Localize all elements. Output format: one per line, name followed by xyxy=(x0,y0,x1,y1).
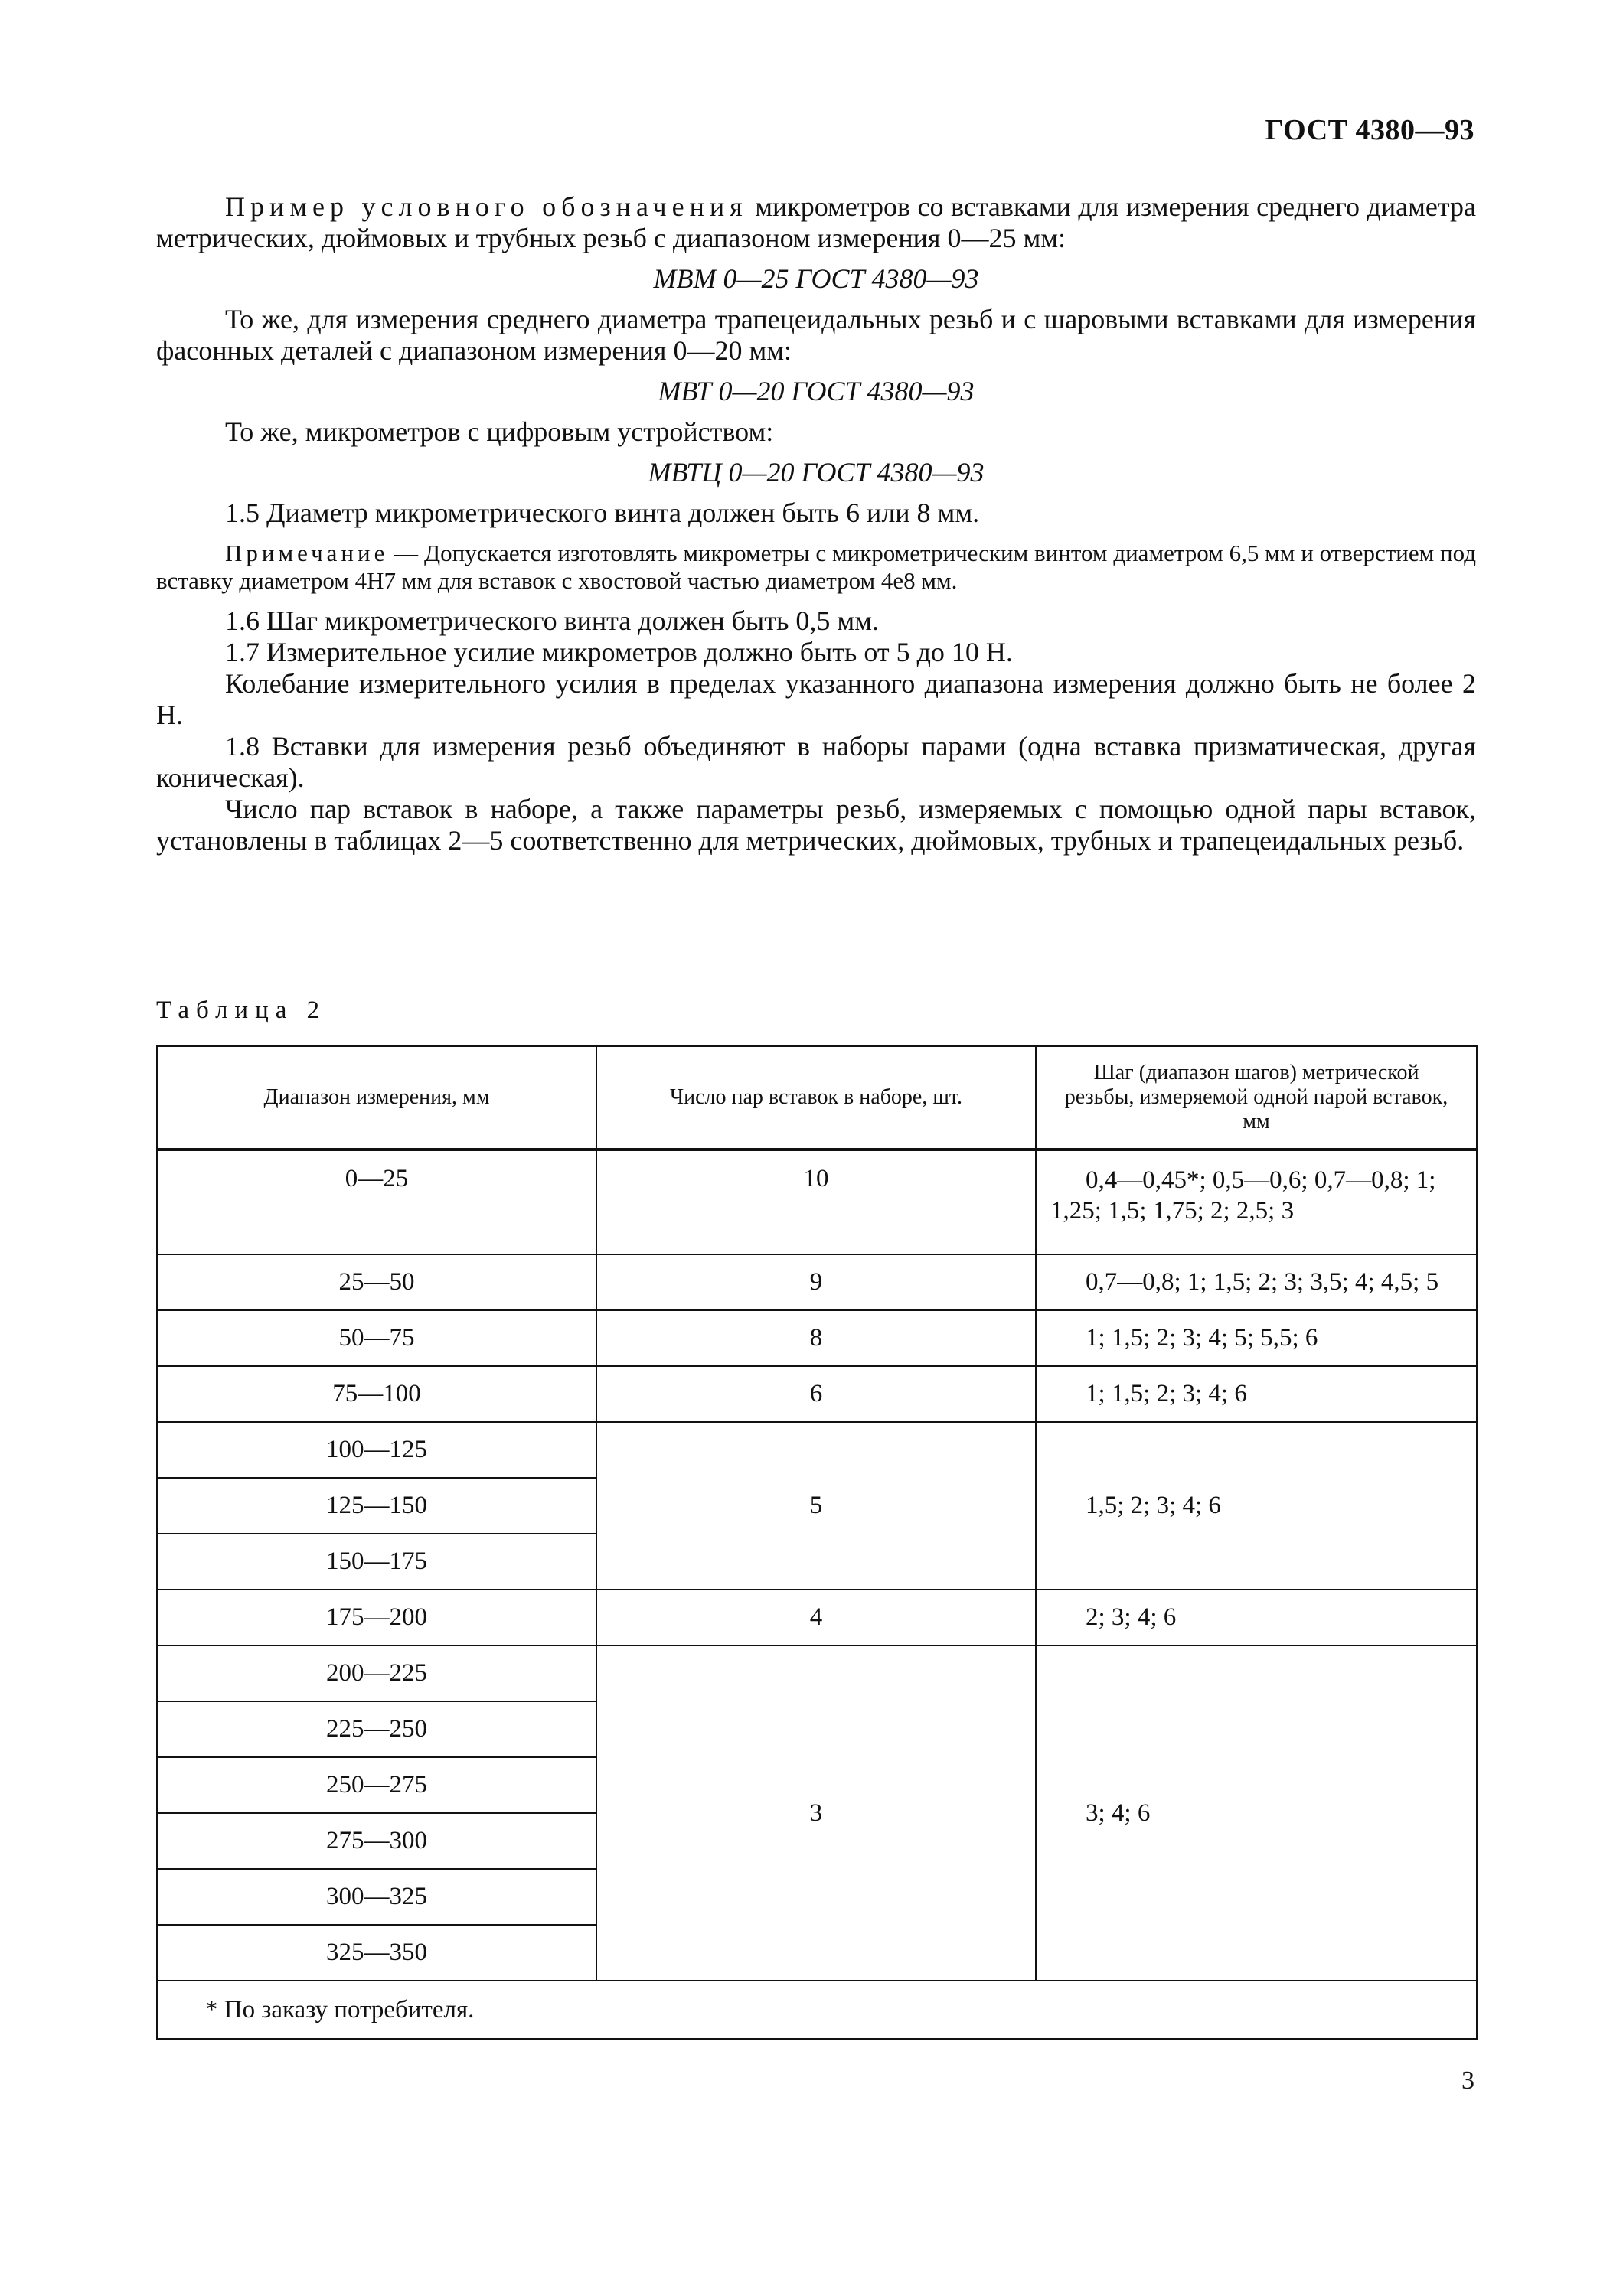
step-cell: 2; 3; 4; 6 xyxy=(1036,1590,1477,1645)
note xyxy=(156,540,1476,595)
range-cell: 125—150 xyxy=(157,1478,596,1534)
range-cell: 300—325 xyxy=(157,1869,596,1925)
range-cell: 75—100 xyxy=(157,1366,596,1422)
table-row xyxy=(157,1254,1477,1310)
table-header-row xyxy=(157,1046,1477,1150)
step-cell: 1; 1,5; 2; 3; 4; 5; 5,5; 6 xyxy=(1036,1310,1477,1366)
range-cell: 250—275 xyxy=(157,1757,596,1813)
pairs-cell: 8 xyxy=(596,1310,1036,1366)
pairs-cell: 9 xyxy=(596,1254,1036,1310)
range-cell: 0—25 xyxy=(157,1150,596,1254)
table-title: Таблица 2 xyxy=(156,996,327,1024)
designation-1: МВМ 0—25 ГОСТ 4380—93 xyxy=(653,263,979,294)
table-footnote-row xyxy=(157,1981,1477,2039)
paragraph-1-7: 1.7 Измерительное усилие микрометров должно быть от 5 до 10 Н. xyxy=(225,637,1013,667)
step-cell: 3; 4; 6 xyxy=(1036,1645,1477,1981)
range-cell: 200—225 xyxy=(157,1645,596,1701)
table-row xyxy=(157,1366,1477,1422)
pairs-cell: 6 xyxy=(596,1366,1036,1422)
pairs-cell: 3 xyxy=(596,1645,1036,1981)
document-header: ГОСТ 4380—93 xyxy=(1265,114,1474,146)
range-cell: 225—250 xyxy=(157,1701,596,1757)
pairs-cell: 5 xyxy=(596,1422,1036,1590)
step-cell: 1,5; 2; 3; 4; 6 xyxy=(1036,1422,1477,1590)
paragraph-text: микрометров со вставками для измерения среднего диаметра метрических, дюймовых и трубных резьб с диапазоном измерения 0—25 мм: xyxy=(156,191,1477,253)
range-cell: 25—50 xyxy=(157,1254,596,1310)
paragraph-1-5: 1.5 Диаметр микрометрического винта должен быть 6 или 8 мм. xyxy=(225,497,980,528)
table-row xyxy=(157,1422,1477,1478)
step-cell: 1; 1,5; 2; 3; 4; 6 xyxy=(1036,1366,1477,1422)
paragraph-trapezoid: То же, для измерения среднего диаметра трапецеидальных резьб и с шаровыми вставками для измерения фасонных деталей с диапазоном измерения 0—20 мм: xyxy=(156,304,1476,366)
range-cell: 100—125 xyxy=(157,1422,596,1478)
paragraph-example xyxy=(156,191,1476,254)
step-cell: 0,4—0,45*; 0,5—0,6; 0,7—0,8; 1; 1,25; 1,5; 1,75; 2; 2,5; 3 xyxy=(1036,1150,1477,1254)
paragraph-1-8-b: Число пар вставок в наборе, а также параметры резьб, измеряемых с помощью одной пары вставок, установлены в таблицах 2—5 соответственно для метрических, дюймовых, трубных и трапецеидальных резьб. xyxy=(156,794,1476,856)
range-cell: 175—200 xyxy=(157,1590,596,1645)
header-step: Шаг (диапазон шагов) метрической резьбы, измеряемой одной парой вставок, мм xyxy=(1036,1046,1477,1150)
note-label: Примечание xyxy=(225,540,389,566)
table-footnote: * По заказу потребителя. xyxy=(157,1981,1477,2039)
step-cell: 0,7—0,8; 1; 1,5; 2; 3; 3,5; 4; 4,5; 5 xyxy=(1036,1254,1477,1310)
spaced-lead: Пример условного обозначения xyxy=(225,191,748,222)
table-row xyxy=(157,1150,1477,1254)
paragraph-1-8: 1.8 Вставки для измерения резьб объединяют в наборы парами (одна вставка призматическая, другая коническая). xyxy=(156,731,1476,793)
header-range: Диапазон измерения, мм xyxy=(157,1046,596,1150)
table-row xyxy=(157,1310,1477,1366)
note-text: — Допускается изготовлять микрометры с микрометрическим винтом диаметром 6,5 мм и отверстием под вставку диаметром 4Н7 мм для вставок с хвостовой частью диаметром 4е8 мм. xyxy=(156,540,1476,594)
range-cell: 275—300 xyxy=(157,1813,596,1869)
designation-2: МВТ 0—20 ГОСТ 4380—93 xyxy=(658,376,975,406)
paragraph-1-6: 1.6 Шаг микрометрического винта должен быть 0,5 мм. xyxy=(225,605,879,636)
range-cell: 50—75 xyxy=(157,1310,596,1366)
range-cell: 325—350 xyxy=(157,1925,596,1981)
body-text xyxy=(156,191,1476,856)
pairs-cell: 10 xyxy=(596,1150,1036,1254)
paragraph-1-7-b: Колебание измерительного усилия в пределах указанного диапазона измерения должно быть не более 2 Н. xyxy=(156,668,1476,730)
pairs-cell: 4 xyxy=(596,1590,1036,1645)
table-row xyxy=(157,1590,1477,1645)
table-row xyxy=(157,1645,1477,1701)
range-cell: 150—175 xyxy=(157,1534,596,1590)
paragraph-digital: То же, микрометров с цифровым устройством: xyxy=(225,416,774,447)
table-2 xyxy=(156,1045,1478,2040)
page-number: 3 xyxy=(1461,2066,1474,2095)
designation-3: МВТЦ 0—20 ГОСТ 4380—93 xyxy=(648,457,985,488)
header-pairs: Число пар вставок в наборе, шт. xyxy=(596,1046,1036,1150)
